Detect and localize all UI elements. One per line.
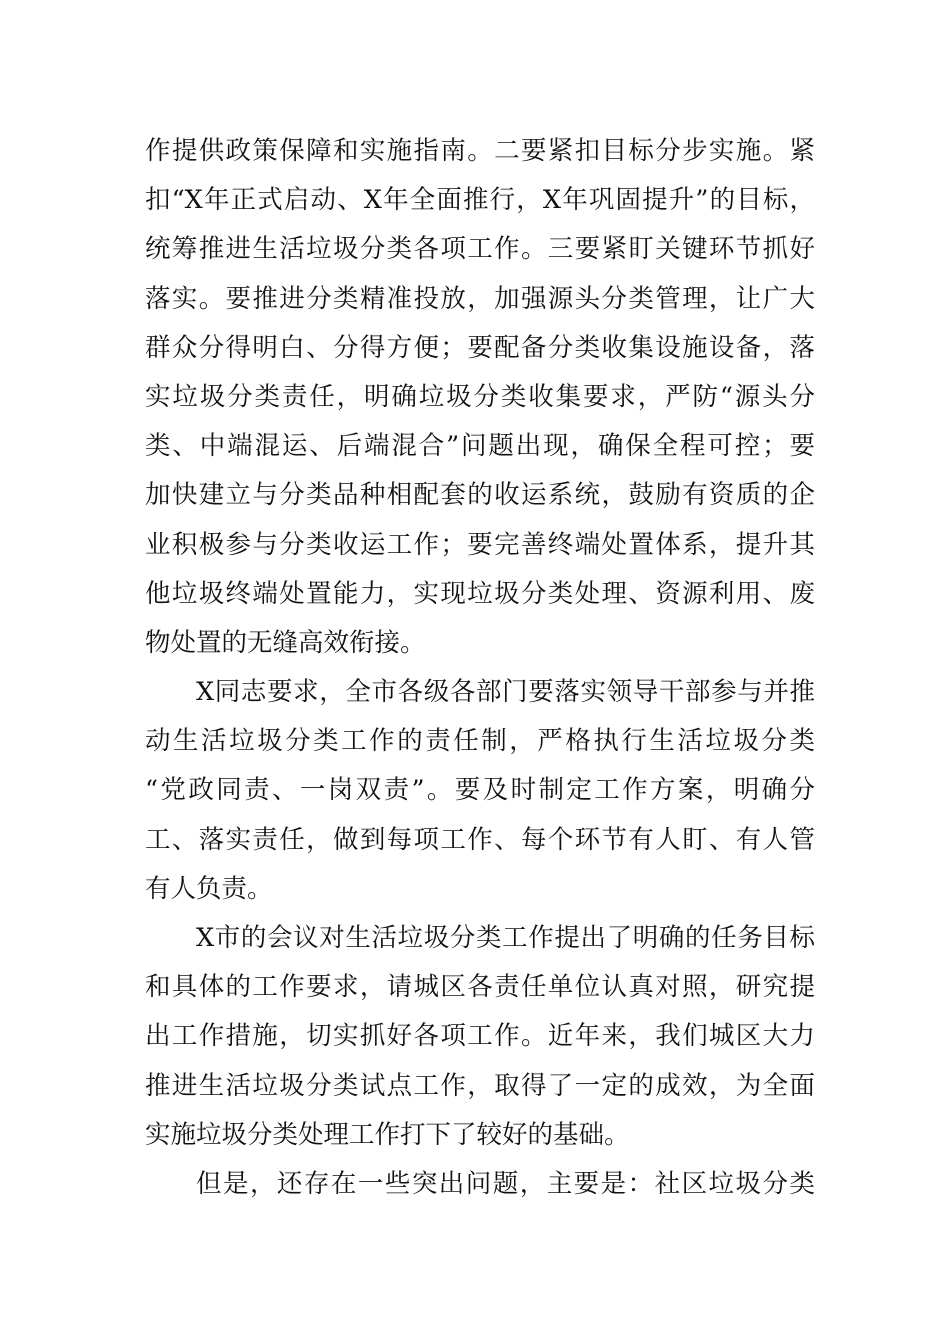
text-line: “党政同责、一岗双责”。要及时制定工作方案，明确分 bbox=[145, 775, 815, 806]
text-line: 出工作措施，切实抓好各项工作。近年来，我们城区大力 bbox=[145, 1021, 815, 1052]
text-line: 和具体的工作要求，请城区各责任单位认真对照，研究提 bbox=[145, 972, 815, 1003]
paragraph-4 bbox=[145, 1160, 815, 1209]
text-line: X同志要求，全市各级各部门要落实领导干部参与并推 bbox=[196, 677, 815, 708]
text-line: 统筹推进生活垃圾分类各项工作。三要紧盯关键环节抓好 bbox=[145, 234, 815, 265]
text-line: 作提供政策保障和实施指南。二要紧扣目标分步实施。紧 bbox=[145, 136, 815, 166]
text-line: 业积极参与分类收运工作；要完善终端处置体系，提升其 bbox=[145, 529, 815, 560]
text-line: 他垃圾终端处置能力，实现垃圾分类处理、资源利用、废 bbox=[145, 578, 815, 609]
text-line: 但是，还存在一些突出问题，主要是：社区垃圾分类 bbox=[196, 1168, 815, 1199]
text-line: X市的会议对生活垃圾分类工作提出了明确的任务目标 bbox=[196, 923, 815, 953]
text-line: 加快建立与分类品种相配套的收运系统，鼓励有资质的企 bbox=[145, 480, 815, 511]
text-line: 类、中端混运、后端混合”问题出现，确保全程可控；要 bbox=[145, 431, 815, 462]
paragraph-2 bbox=[145, 668, 815, 914]
paragraph-3 bbox=[145, 914, 815, 1160]
text-line: 实施垃圾分类处理工作打下了较好的基础。 bbox=[145, 1119, 630, 1150]
document-body bbox=[145, 127, 815, 1209]
text-line: 扣“X年正式启动、X年全面推行，X年巩固提升”的目标， bbox=[145, 185, 815, 216]
text-line: 有人负责。 bbox=[145, 873, 273, 904]
paragraph-1 bbox=[145, 127, 815, 668]
text-line: 落实。要推进分类精准投放，加强源头分类管理，让广大 bbox=[145, 283, 815, 314]
text-line: 工、落实责任，做到每项工作、每个环节有人盯、有人管 bbox=[145, 824, 815, 855]
text-line: 推进生活垃圾分类试点工作，取得了一定的成效，为全面 bbox=[145, 1070, 815, 1101]
text-line: 实垃圾分类责任，明确垃圾分类收集要求，严防“源头分 bbox=[145, 381, 815, 412]
text-line: 群众分得明白、分得方便；要配备分类收集设施设备，落 bbox=[145, 332, 815, 363]
text-line: 物处置的无缝高效衔接。 bbox=[145, 627, 426, 658]
text-line: 动生活垃圾分类工作的责任制，严格执行生活垃圾分类 bbox=[145, 726, 815, 757]
